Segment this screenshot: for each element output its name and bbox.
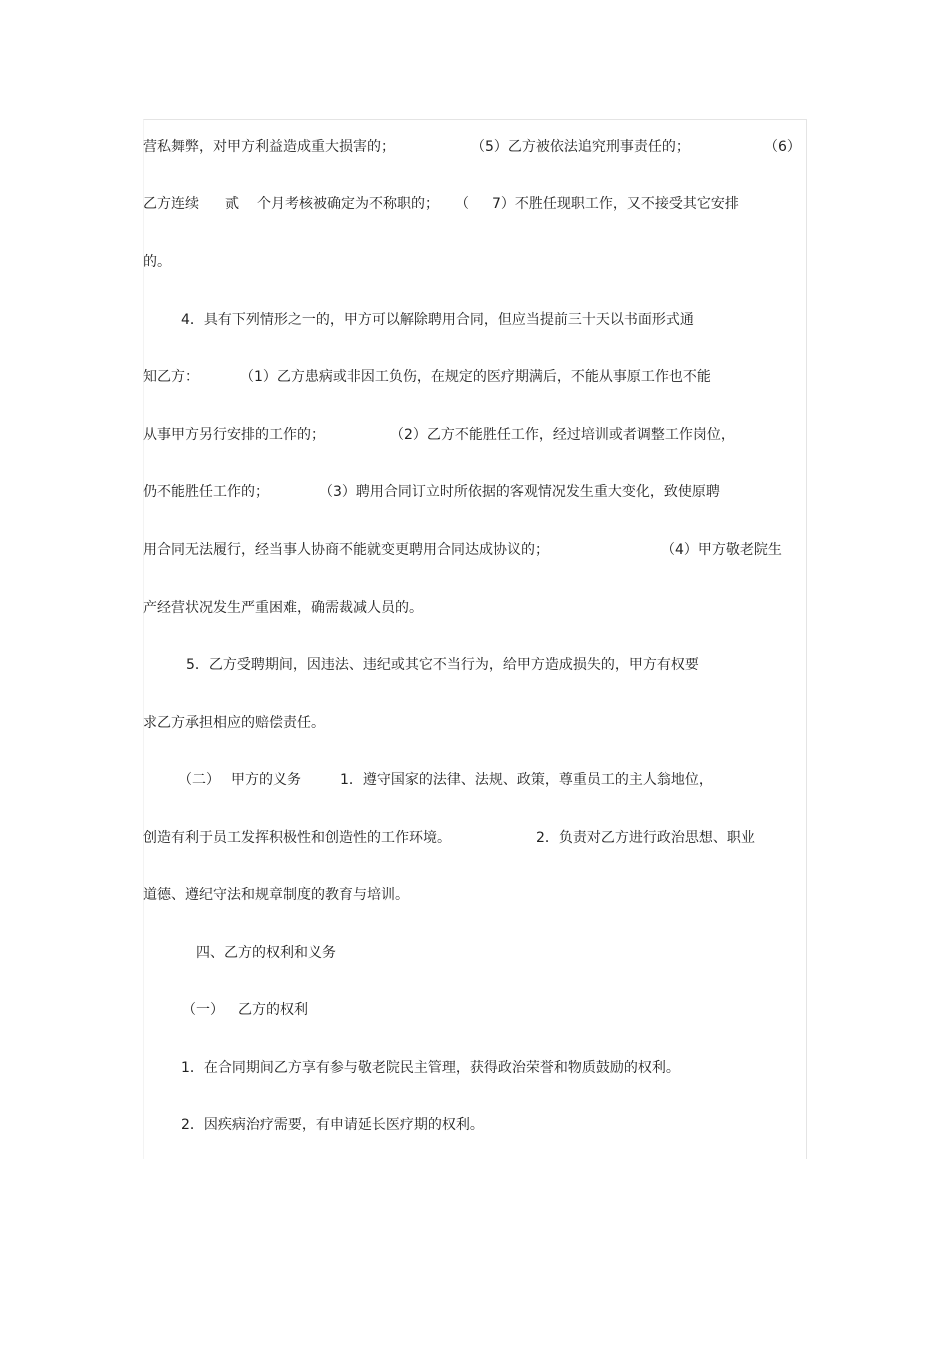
text-segment: 道德、遵纪守法和规章制度的教育与培训。 (143, 887, 409, 903)
text-segment: 乙方的权利 (238, 1002, 308, 1018)
text-line (0, 367, 950, 387)
text-segment: 2．负责对乙方进行政治思想、职业 (536, 830, 755, 846)
text-line (0, 252, 950, 272)
text-line (0, 770, 950, 790)
text-line (0, 425, 950, 445)
text-line (0, 194, 950, 214)
text-segment: 产经营状况发生严重困难，确需裁减人员的。 (143, 600, 423, 616)
text-segment: 7）不胜任现职工作，又不接受其它安排 (492, 196, 739, 212)
text-segment: 的。 (143, 254, 171, 270)
text-segment: （ (455, 196, 469, 212)
text-segment: 5．乙方受聘期间，因违法、违纪或其它不当行为，给甲方造成损失的，甲方有权要 (186, 657, 699, 673)
text-segment: 1．遵守国家的法律、法规、政策，尊重员工的主人翁地位， (340, 772, 713, 788)
text-segment: （6） (764, 139, 801, 155)
text-line (0, 713, 950, 733)
text-segment: 用合同无法履行，经当事人协商不能就变更聘用合同达成协议的； (143, 542, 549, 558)
text-line (0, 885, 950, 905)
section-heading (0, 943, 950, 963)
text-line (0, 310, 950, 330)
text-segment: 求乙方承担相应的赔偿责任。 (143, 715, 325, 731)
text-segment: （2）乙方不能胜任工作，经过培训或者调整工作岗位， (390, 427, 735, 443)
text-line (0, 828, 950, 848)
text-segment: 4．具有下列情形之一的，甲方可以解除聘用合同，但应当提前三十天以书面形式通 (181, 312, 694, 328)
text-segment: （一） (182, 1002, 224, 1018)
text-line (0, 540, 950, 560)
text-segment: 仍不能胜任工作的； (143, 484, 269, 500)
text-line (0, 1115, 950, 1135)
text-line (0, 598, 950, 618)
text-segment: 营私舞弊，对甲方利益造成重大损害的； (143, 139, 395, 155)
text-segment: （5）乙方被依法追究刑事责任的； (471, 139, 690, 155)
text-segment: 四、乙方的权利和义务 (196, 945, 336, 961)
subsection-heading (0, 1000, 950, 1020)
text-segment: （4）甲方敬老院生 (661, 542, 782, 558)
text-segment: 1．在合同期间乙方享有参与敬老院民主管理，获得政治荣誉和物质鼓励的权利。 (181, 1060, 680, 1076)
text-segment: 甲方的义务 (231, 772, 301, 788)
text-segment: 2．因疾病治疗需要，有申请延长医疗期的权利。 (181, 1117, 484, 1133)
text-segment: （二） (178, 772, 220, 788)
text-segment: 创造有利于员工发挥积极性和创造性的工作环境。 (143, 830, 451, 846)
text-segment: 知乙方： (143, 369, 199, 385)
text-line (0, 655, 950, 675)
text-segment: 乙方连续 (143, 196, 199, 212)
text-segment: 个月考核被确定为不称职的； (257, 196, 439, 212)
text-segment: （3）聘用合同订立时所依据的客观情况发生重大变化，致使原聘 (319, 484, 720, 500)
text-segment: 从事甲方另行安排的工作的； (143, 427, 325, 443)
text-segment: 贰 (225, 196, 239, 212)
text-line (0, 1058, 950, 1078)
text-line (0, 482, 950, 502)
text-line (0, 137, 950, 157)
text-segment: （1）乙方患病或非因工负伤，在规定的医疗期满后，不能从事原工作也不能 (240, 369, 711, 385)
